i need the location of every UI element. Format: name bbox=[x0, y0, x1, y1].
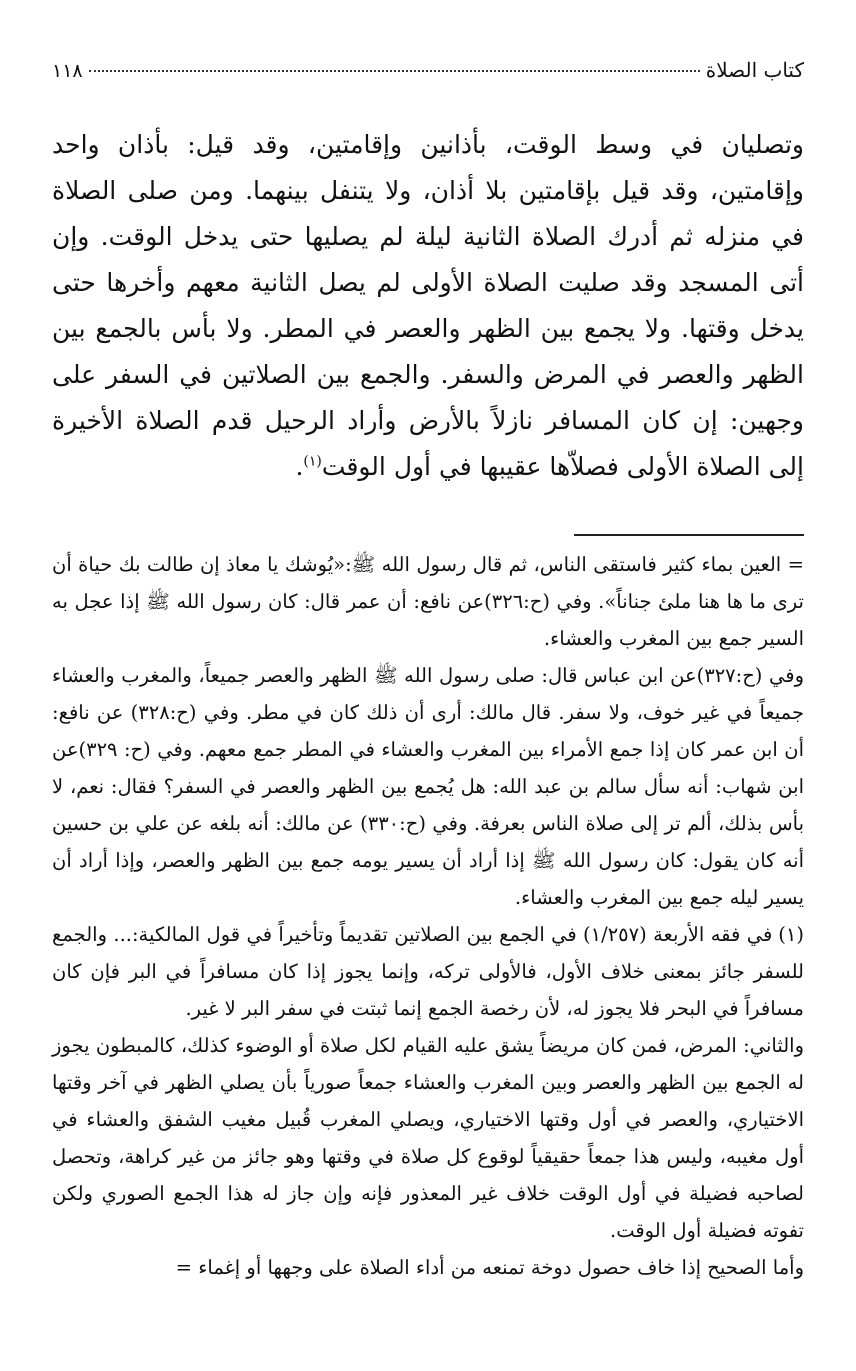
page-number: ١١٨ bbox=[52, 60, 83, 82]
footnote-continuation-2: وفي (ح:٣٢٧)عن ابن عباس قال: صلى رسول الله ﷺ الظهر والعصر جميعاً، والمغرب والعشاء جميعاً في غير خوف، ولا سفر. قال مالك: أرى أن ذلك كان في مطر. وفي (ح:٣٢٨) عن نافع: أن ابن عمر كان إذا جمع الأمراء بين المغرب والعشاء في المطر جمع معهم. وفي (ح: ٣٢٩)عن ابن شهاب: أنه سأل سالم بن عبد الله: هل يُجمع بين الظهر والعصر في السفر؟ فقال: نعم، لا بأس بذلك، ألم تر إلى صلاة الناس بعرفة. وفي (ح:٣٣٠) عن مالك: أنه بلغه عن علي بن حسين أنه كان يقول: كان رسول الله ﷺ إذا أراد أن يسير يومه جمع بين الظهر والعصر، وإذا أراد أن يسير ليله جمع بين المغرب والعشاء. bbox=[52, 664, 805, 909]
running-header bbox=[52, 58, 804, 102]
footnotes bbox=[52, 546, 804, 1286]
end-mark: . bbox=[295, 452, 304, 481]
main-paragraph bbox=[52, 122, 804, 490]
book-title: كتاب الصلاة bbox=[705, 58, 804, 82]
footnote-1-paragraph-2: والثاني: المرض، فمن كان مريضاً يشق عليه القيام لكل صلاة أو الوضوء كذلك، كالمبطون يجوز له الجمع بين الظهر والعصر وبين المغرب والعشاء جمعاً صورياً بأن يصلي الظهر في آخر وقتها الاختياري، والعصر في أول وقتها الاختياري، ويصلي المغرب قُبيل مغيب الشفق والعشاء في أول مغيبه، وليس هذا جمعاً حقيقياً لوقوع كل صلاة في وقتها وهو جائز من غير كراهة، وتحصل لصاحبه فضيلة في أول الوقت خلاف غير المعذور فإنه وإن جاز له هذا الجمع الصوري ولكن تفوته فضيلة أول الوقت. bbox=[52, 1034, 804, 1242]
footnote-continuation-1: = العين بماء كثير فاستقى الناس، ثم قال رسول الله ﷺ:«يُوشك يا معاذ إن طالت بك حياة أن ترى ما ها هنا ملئ جناناً». وفي (ح:٣٢٦)عن نافع: أن عمر قال: كان رسول الله ﷺ إذا عجل به السير جمع بين المغرب والعشاء. bbox=[52, 553, 804, 650]
footnote-separator bbox=[574, 534, 804, 536]
footnote-1-paragraph-1 bbox=[52, 916, 804, 1027]
main-paragraph-text: وتصليان في وسط الوقت، بأذانين وإقامتين، وقد قيل: بأذان واحد وإقامتين، وقد قيل بإقامتين بلا أذان، ولا يتنفل بينهما. ومن صلى الصلاة في منزله ثم أدرك الصلاة الثانية ليلة لم يصليها حتى يدخل الوقت. وإن أتى المسجد وقد صليت الصلاة الأولى لم يصل الثانية معهم وأخرها حتى يدخل وقتها. ولا يجمع بين الظهر والعصر في المطر. ولا بأس بالجمع بين الظهر والعصر في المرض والسفر. والجمع بين الصلاتين في السفر على وجهين: إن كان المسافر نازلاً بالأرض وأراد الرحيل قدم الصلاة الأخيرة إلى الصلاة الأولى فصلاّها عقيبها في أول الوقت bbox=[52, 130, 804, 481]
leader-dots bbox=[89, 70, 700, 72]
footnote-1-text: في فقه الأربعة (١/٢٥٧) في الجمع بين الصلاتين تقديماً وتأخيراً في قول المالكية:... والجمع للسفر جائز بمعنى خلاف الأول، فالأولى تركه، وإنما يجوز إذا كان مسافراً في البر فإن كان مسافراً في البحر فلا يجوز له، لأن رخصة الجمع إنما ثبتت في سفر البر لا غير. bbox=[52, 923, 804, 1020]
main-text bbox=[52, 122, 804, 490]
footnote-1-paragraph-3: وأما الصحيح إذا خاف حصول دوخة تمنعه من أداء الصلاة على وجهها أو إغماء = bbox=[175, 1256, 804, 1279]
footnote-reference: (١) bbox=[303, 453, 322, 470]
footnote-number: (١) bbox=[778, 923, 804, 946]
book-page bbox=[52, 58, 804, 1286]
